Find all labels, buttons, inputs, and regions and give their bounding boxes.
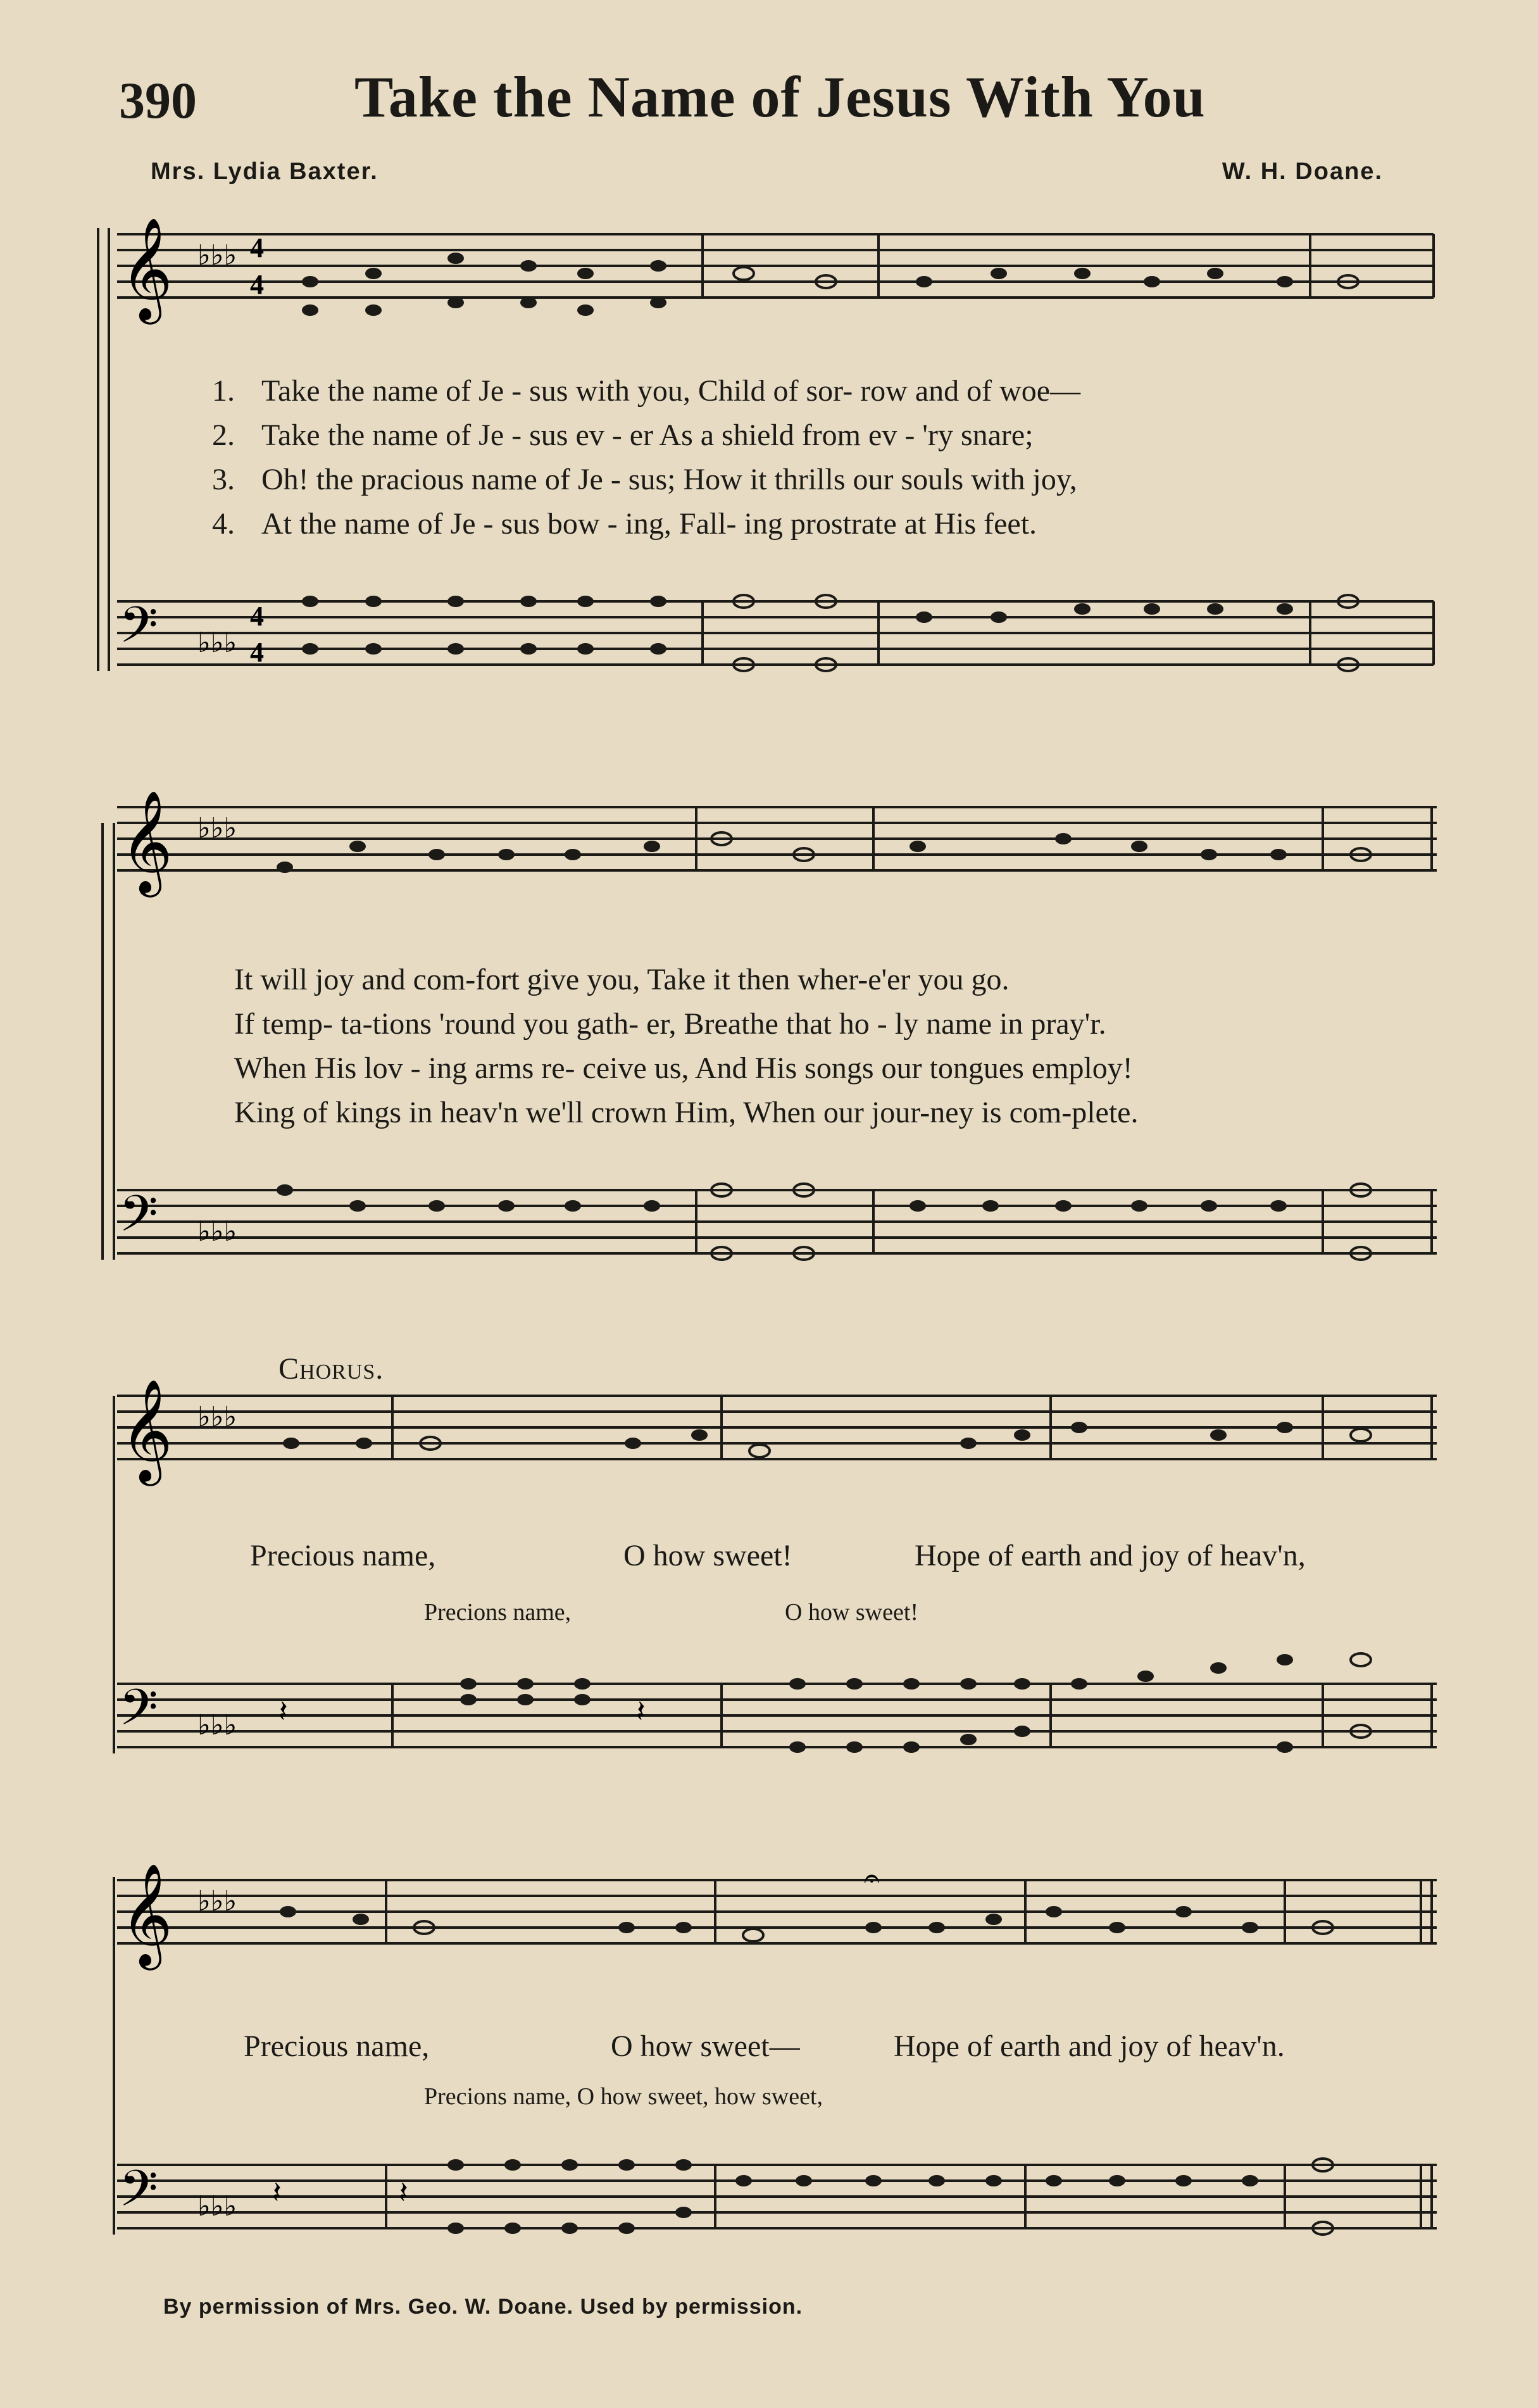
- svg-text:𝄞: 𝄞: [120, 1379, 173, 1482]
- chorus-line-1-c: Hope of earth and joy of heav'n,: [915, 1539, 1306, 1572]
- chorus-alto-line-2: Precions name, O how sweet, how sweet,: [424, 2083, 823, 2110]
- svg-text:𝄽: 𝄽: [636, 1694, 646, 1729]
- system-4-bass-staff: [0, 2152, 1538, 2292]
- chorus-alto-line-1-b: O how sweet!: [785, 1599, 919, 1626]
- svg-text:𝄽: 𝄽: [272, 2175, 282, 2210]
- svg-text:4: 4: [250, 269, 264, 300]
- author-credit: Mrs. Lydia Baxter.: [151, 158, 378, 185]
- composer-credit: W. H. Doane.: [1222, 158, 1383, 185]
- hymn-number: 390: [119, 72, 197, 129]
- system-3-treble-staff: [0, 1379, 1538, 1503]
- key-signature-flats: ♭♭♭: [197, 239, 237, 272]
- chorus-line-1-b: O how sweet!: [623, 1539, 792, 1572]
- chorus-line-2-b: O how sweet—: [611, 2029, 800, 2063]
- svg-text:𝄢: 𝄢: [119, 1184, 158, 1255]
- svg-text:𝄢: 𝄢: [119, 1678, 158, 1749]
- svg-text:4: 4: [250, 637, 264, 668]
- system-2-bass-staff: [0, 1177, 1538, 1317]
- svg-text:♭♭♭: ♭♭♭: [197, 1215, 237, 1248]
- hymn-title: Take the Name of Jesus With You: [354, 65, 1206, 129]
- chorus-line-2-a: Precious name,: [244, 2029, 430, 2063]
- verse-2-line-2: If temp- ta-tions 'round you gath- er, Breathe that ho - ly name in pray'r.: [234, 1007, 1106, 1041]
- svg-text:♭♭♭: ♭♭♭: [197, 812, 237, 844]
- chorus-line-2-c: Hope of earth and joy of heav'n.: [894, 2029, 1285, 2063]
- system-1-treble-staff: [0, 217, 1538, 342]
- svg-text:♭♭♭: ♭♭♭: [197, 1885, 237, 1917]
- svg-text:𝄢: 𝄢: [119, 2159, 158, 2230]
- treble-clef-icon: 𝄞: [120, 217, 173, 320]
- svg-text:4: 4: [250, 601, 264, 632]
- svg-text:𝄞: 𝄞: [120, 790, 173, 893]
- fermata-icon: 𝄐: [864, 1862, 880, 1895]
- system-3-bass-staff: [0, 1671, 1538, 1810]
- verse-3-line-1: 3. Oh! the pracious name of Je - sus; How it thrills our souls with joy,: [212, 463, 1077, 496]
- svg-text:♭♭♭: ♭♭♭: [197, 1709, 237, 1741]
- svg-text:𝄽: 𝄽: [399, 2175, 408, 2210]
- rest-icon: 𝄽: [278, 1694, 288, 1729]
- system-4-treble-staff: [0, 1862, 1538, 1988]
- svg-text:♭♭♭: ♭♭♭: [197, 2190, 237, 2223]
- svg-text:♭♭♭: ♭♭♭: [197, 1401, 237, 1433]
- verse-4-line-1: 4. At the name of Je - sus bow - ing, Fall- ing prostrate at His feet.: [212, 507, 1037, 541]
- verse-1-line-2: It will joy and com-fort give you, Take it then wher-e'er you go.: [234, 963, 1010, 996]
- svg-text:𝄞: 𝄞: [120, 1863, 173, 1966]
- verse-4-line-2: King of kings in heav'n we'll crown Him, When our jour-ney is com-plete.: [234, 1096, 1139, 1129]
- chorus-alto-line-1-a: Precions name,: [424, 1599, 572, 1626]
- time-signature: 4: [250, 232, 264, 263]
- verse-2-line-1: 2. Take the name of Je - sus ev - er As a shield from ev - 'ry snare;: [212, 418, 1034, 452]
- bass-clef-icon: 𝄢: [119, 596, 158, 667]
- system-2-treble-staff: [0, 790, 1538, 915]
- system-1-bass-staff: [0, 589, 1538, 728]
- verse-3-line-2: When His lov - ing arms re- ceive us, And His songs our tongues employ!: [234, 1051, 1133, 1085]
- chorus-line-1-a: Precious name,: [250, 1539, 436, 1572]
- verse-1-line-1: 1. Take the name of Je - sus with you, Child of sor- row and of woe—: [212, 374, 1081, 408]
- chorus-label: Chorus.: [278, 1352, 384, 1386]
- permission-footer: By permission of Mrs. Geo. W. Doane. Used by permission.: [163, 2295, 803, 2319]
- svg-text:♭♭♭: ♭♭♭: [197, 627, 237, 659]
